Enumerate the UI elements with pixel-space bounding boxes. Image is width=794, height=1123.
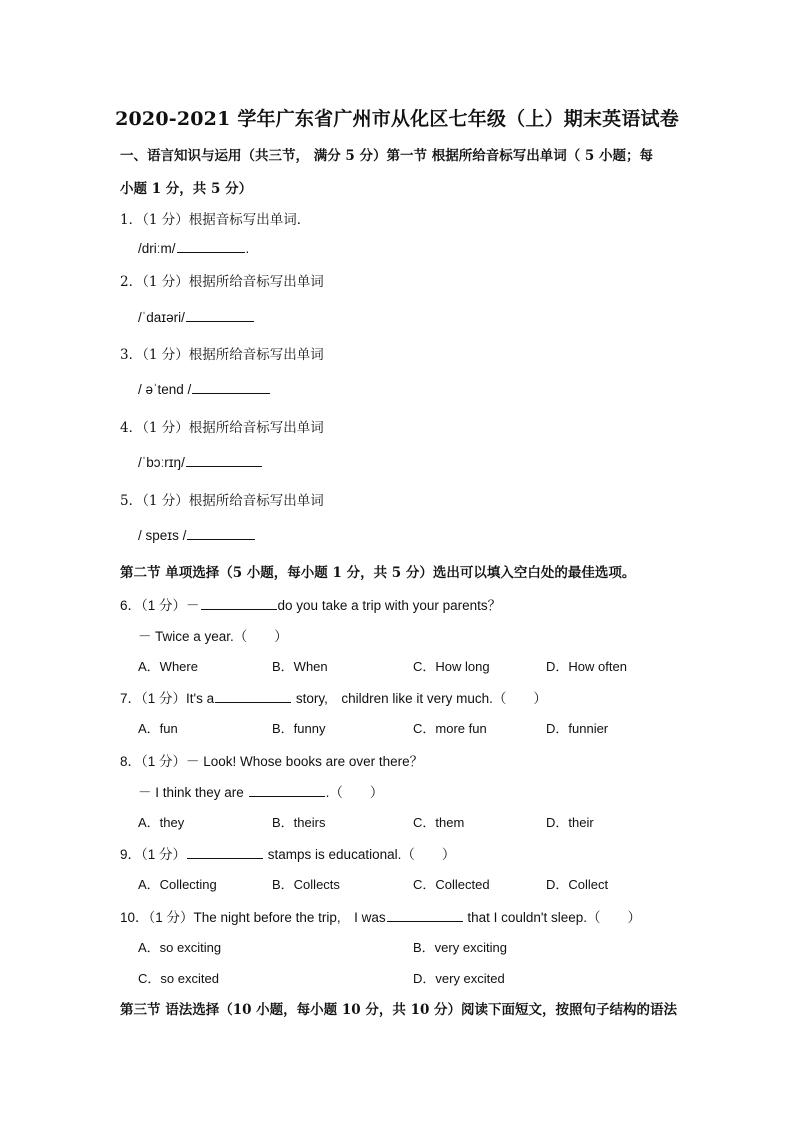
question-3-stem: 3．（1 分）根据所给音标写出单词 [120, 347, 324, 363]
question-8-option-c[interactable]: C．them [413, 815, 465, 830]
question-5-blank[interactable] [187, 527, 255, 540]
question-6-number: 6．（1 分）－ [120, 598, 200, 613]
question-7-stem [120, 687, 547, 707]
question-5-answer-line [138, 527, 256, 543]
question-3-answer-line [138, 381, 271, 397]
question-7-option-c[interactable]: C．more fun [413, 721, 487, 736]
question-2-stem: 2．（1 分）根据所给音标写出单词 [120, 274, 324, 290]
question-7-text: story, children like it very much.（ ） [292, 691, 547, 706]
question-6-stem [120, 594, 501, 614]
question-10-option-c[interactable]: C．so excited [138, 971, 219, 986]
question-9-option-c[interactable]: C．Collected [413, 877, 490, 892]
question-8-tail: .（ ） [325, 785, 384, 800]
question-10-blank[interactable] [387, 909, 463, 922]
question-2-ipa: /ˈdaɪəri/ [138, 310, 185, 325]
question-2-blank[interactable] [186, 309, 254, 322]
question-8-option-d[interactable]: D．their [546, 815, 594, 830]
question-10-text: that I couldn't sleep.（ ） [463, 910, 642, 925]
part3-heading: 第三节 语法选择（10 小题，每小题 10 分，共 10 分）阅读下面短文，按照句子结构的语法 [120, 1002, 678, 1018]
question-8-line2 [138, 781, 383, 801]
question-3-ipa: / əˈtend / [138, 382, 192, 397]
question-9-stem [120, 843, 455, 863]
question-8-stem: 8．（1 分）－ Look! Whose books are over there？ [120, 754, 424, 769]
question-10-stem [120, 906, 641, 926]
page-title: 2020-2021 学年广东省广州市从化区七年级（上）期末英语试卷 [115, 108, 679, 130]
question-7-blank[interactable] [215, 690, 291, 703]
question-10-number: 10．（1 分）The night before the trip, I was [120, 910, 386, 925]
question-4-ipa: /ˈbɔːrɪŋ/ [138, 455, 185, 470]
question-1-stem: 1．（1 分）根据音标写出单词． [120, 212, 311, 228]
question-8-text: － I think they are [138, 785, 248, 800]
question-2-answer-line [138, 309, 255, 325]
question-7-option-d[interactable]: D．funnier [546, 721, 609, 736]
question-6-line2: － Twice a year.（ ） [138, 629, 288, 644]
question-1-blank[interactable] [177, 240, 245, 253]
question-4-answer-line [138, 454, 263, 470]
part1-heading-line1: 一、语言知识与运用（共三节， 满分 5 分）第一节 根据所给音标写出单词（ 5 小题；每 [120, 148, 653, 164]
question-8-option-a[interactable]: A．they [138, 815, 185, 830]
question-4-blank[interactable] [186, 454, 262, 467]
question-6-option-b[interactable]: B．When [272, 659, 328, 674]
question-6-option-c[interactable]: C．How long [413, 659, 490, 674]
question-9-number: 9．（1 分） [120, 847, 187, 862]
question-3-blank[interactable] [192, 381, 270, 394]
question-8-option-b[interactable]: B．theirs [272, 815, 326, 830]
question-8-blank[interactable] [249, 784, 325, 797]
question-7-option-a[interactable]: A．fun [138, 721, 178, 736]
question-9-option-b[interactable]: B．Collects [272, 877, 340, 892]
question-7-number: 7．（1 分）It's a [120, 691, 215, 706]
question-5-stem: 5．（1 分）根据所给音标写出单词 [120, 493, 324, 509]
question-6-option-a[interactable]: A．Where [138, 659, 198, 674]
question-4-stem: 4．（1 分）根据所给音标写出单词 [120, 420, 324, 436]
question-1-tail: . [245, 241, 250, 256]
question-1-answer-line [138, 240, 249, 256]
part2-heading: 第二节 单项选择（5 小题，每小题 1 分，共 5 分）选出可以填入空白处的最佳选项。 [120, 565, 636, 581]
question-9-blank[interactable] [187, 846, 263, 859]
question-1-ipa: /driːm/ [138, 241, 176, 256]
question-7-option-b[interactable]: B．funny [272, 721, 326, 736]
question-9-option-d[interactable]: D．Collect [546, 877, 609, 892]
part1-heading-line2: 小题 1 分，共 5 分） [120, 181, 253, 197]
question-10-option-b[interactable]: B．very exciting [413, 940, 507, 955]
question-9-text: stamps is educational.（ ） [264, 847, 456, 862]
question-6-text: do you take a trip with your parents？ [277, 598, 502, 613]
question-6-blank[interactable] [201, 597, 277, 610]
question-10-option-a[interactable]: A．so exciting [138, 940, 222, 955]
question-9-option-a[interactable]: A．Collecting [138, 877, 217, 892]
question-10-option-d[interactable]: D．very excited [413, 971, 505, 986]
question-6-option-d[interactable]: D．How often [546, 659, 627, 674]
question-5-ipa: / speɪs / [138, 528, 187, 543]
